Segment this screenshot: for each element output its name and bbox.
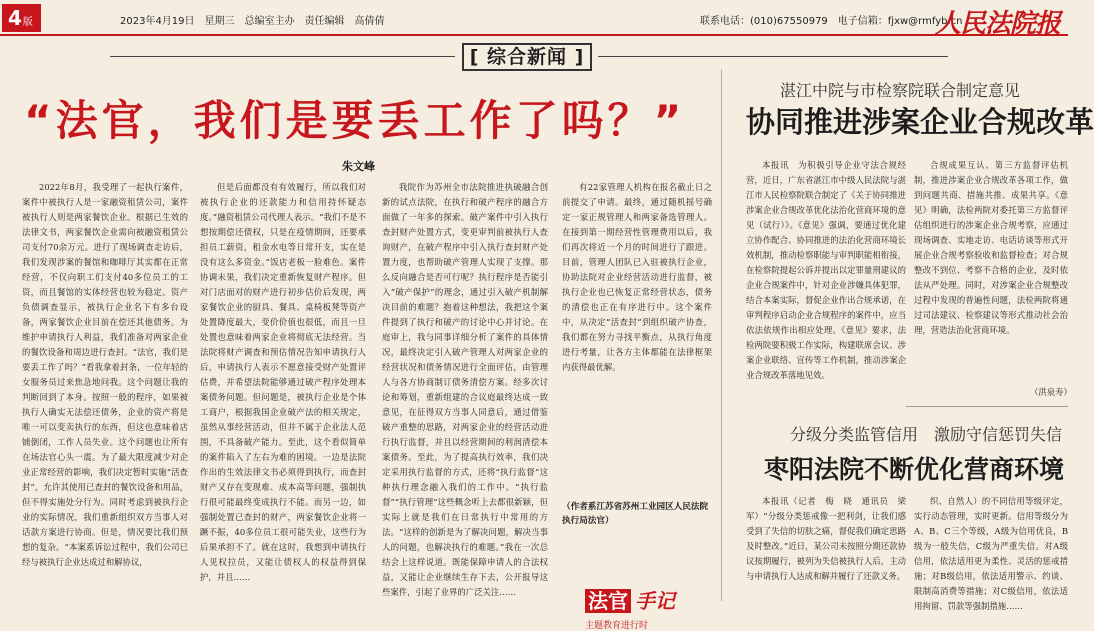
column-logo-stamp [585,585,697,631]
story1-headline: 协同推进涉案企业合规改革 [746,105,1094,139]
feature-headline: “法官，我们是要丢工作了吗？” [24,96,686,145]
story1-author: （洪泉寿） [1030,387,1072,397]
right-column [730,70,1094,611]
section-rule-right [598,56,948,57]
stamp-red-label: 法官 [585,589,631,613]
stamp-subtitle: 主题教育进行时 [585,621,649,631]
masthead-contact-info: 联系电话：(010)67550979 电子信箱：fjxw@rmfyb.cn [700,16,963,27]
story1-column-1: 本报讯 为积极引导企业守法合规经营，近日，广东省湛江市中级人民法院与湛江市人民检察院联合制定了《关于协同推进涉案企业合规改革优化法治化营商环境的意见（试行）》。《意见》强调，要通过优化建立协作配合、协同推进的法治化营商环境长效机制，推动检察职能与审判职能相衔接，在检察院提起公诉并提出以定罪量刑建议的企业合规案件中，针对企业涉嫌具体犯罪，结合本案实际，督促企业作出合规承诺，在审判程序启动企业合规程序的案件中，应当依法依规作出相应处理。《意见》要求，法检两院要积极工作实际，构建联席会议、涉案企业联络、宣传等工作机制，推动涉案企业合规改革落地见效。 [746,160,906,380]
story2-subtitle: 分级分类监管信用 激励守信惩罚失信 [790,425,1063,444]
section-header [0,40,1068,74]
page-number-badge [2,4,41,32]
feature-column-1: 2022年8月，我受理了一起执行案件，案件中被执行人是一家融资租赁公司，案件被执行人则是两家餐饮企业。根据已生效的法律文书，两家餐饮企业需向被融资租赁公司支付70余万元。进行了现场调查走访后，我们发现涉案的餐馆和咖啡厅其实都在正常经营，不仅向职工们支付40多位员工的工资，而且餐馆的实体经营也较为稳定。资产负债调查显示，被执行企业名下有多台设备，两家餐饮企业目前在偿还其他债务。为维护申请执行人利益，我们准备对两家企业的餐饮设备和周边进行查封。“法官，我们是要丢工作了吗？”看我拿着封条，一位年轻的女服务员过来焦急地问我。这个问题让我的判断回到了本身。按照一般的程序，如果被执行人确实无法偿还债务，企业的资产将是唯一可以变卖执行的东西，但这也意味着店铺倒闭，工作人员失业。这个问题也让所有在场法官心头一震。为了最大限度减少对企业正常经营的影响，我们决定暂时实施“活查封”，允许其使用已查封的餐饮设备和用品，但不得实施处分行为。同时考虑到被执行企业的实际情况，我们重新组织双方当事人对话款方案进行协商。但是，情况要比我们预想的复杂。“本案系诉讼过程中，我们公司已经与被执行企业达成过和解协议， [22,182,188,567]
stamp-title [585,585,697,617]
story-divider [906,406,1068,407]
masthead-date-info: 2023年4月19日 星期三 总编室主办 责任编辑 高倩倩 [120,16,385,27]
feature-byline: 朱文峰 [342,160,375,173]
story1-column-2: 合规成果互认、第三方监督评估机制，推进涉案企业合规改革各项工作，做到问题共商、措施共推、成果共享。《意见》明确，法检两院对委托第三方监督评估组织进行的涉案企业合规考察，应通过现场调查、实地走访、电话访谈等形式开展企业合规考察验收和监督检查；对合规整改不到位、考察不合格的企业，及时依法从严处理。同时，对涉案企业合规整改过程中发现的普遍性问题，法检两院将通过司法建议、检察建议等形式推动社会治理，营造法治化营商环境。 [914,160,1068,335]
page-number: 4 [8,6,22,30]
story2-column-2: 织、自然人）的不同信用等级评定，实行动态管理，实时更新。信用等级分为A、B、C三个等级，A级为信用优良，B级为一般失信，C级为严重失信。对A级信用，依法适用更为柔性、灵活的惩戒措施；对B级信用，依法适用警示、约谈、限制高消费等措施；对C级信用，依法适用拘留、罚款等强制措施…… [914,496,1068,611]
story2-column-1: 本报讯（记者 梅 晓 通讯员 梁 军）“分级分类惩戒像一把利剑，让我们感受到了失信的切肤之痛，督促我们确定思路及时整改。”近日，某公司未按照分期还款协议按期履行，被列为失信被执行人后，主动与申请执行人达成和解并履行了还款义务。 [746,496,915,581]
story2-headline: 枣阳法院不断优化营商环境 [764,455,1065,484]
masthead [0,0,1068,39]
feature-column-2: 但是后面都没有有效履行，所以我们对被执行企业的还款能力和信用持怀疑态度。”融资租赁公司代理人表示。“我们不是不想按期偿还债权，只是在疫情期间，还要承担员工薪资，租金水电等日常开支，实在是没有这么多资金。”饭店老板一脸难色。案件协调未果，我们决定重新恢复财产程序。但对门店面对的财产进行初步估价后发现，两家餐饮企业的厨具、餐具、桌椅板凳等资产处置降度最大，变价价值也很低，而且一旦处置也意味着两家企业将彻底无法经营。当法院将财产调查和预估情况告知申请执行人后，申请执行人表示不愿意接受财产处置评估费，并希望法院能够通过破产程序处理本案债务问题。但问题是，被执行企业是个体工商户，根据我国企业破产法的相关规定，虽然从事经营活动，但并不属于企业法人范围，不具备破产能力。至此，这个看似简单的案件陷入了左右为难的困境。一边是法院作出的生效法律文书必须得到执行，而查封财产又存在变现难、成本高等问题，强制执行很可能最终变成执行不能。而另一边，如强制处置已查封的财产，两家餐饮企业将一蹶不振，40多位员工很可能失业，这些行为后果承担不了。就在这时，我想到申请执行人见权拉员，又能让债权人的权益得到保护，并且…… [200,182,366,582]
feature-article [0,70,722,631]
feature-column-3: 我院作为苏州全市法院推进执破融合创新的试点法院，在执行和破产程序的融合方面做了一年多的探索。破产案件中引入执行查封财产处置方式，变更审判前被执行人查询财产，在破产程序中引入执行查封财产处置力度，也帮助破产管理人实现了支撑。那么反向融合是否可行呢？执行程序是否能引入“破产保护”的理念，通过引入破产机制解决目前的难题？抱着这种想法，我把这个案件提到了执行和破产的讨论中心并讨论。在庭审上，我与同事详细分析了案件的具体情况，最终决定引入破产管理人对两家企业的经营状况和债务情况进行全面评估，由管理人与各方协商制订债务清偿方案。经多次讨论和筹划，重新组建的合议庭最终达成一致意见，在征得双方当事人同意后，通过借鉴破产重整的思路，对两家企业的经营活动进行执行监督，并且以经营期间的利润清偿本案债务。至此，为了提高执行效率，我们决定采用执行监督的方式，还将“执行监督”这种执行理念融入我们的工作中。“执行监督”“执行管理”这些概念听上去都很新颖，但实际上就是我们在日常执行中常用的方法。“这样的创新是为了解决问题，解决当事人的问题，也解决执行的难题。”我在一次总结会上这样说道。既能保障申请人的合法权益，又能让企业继续生存下去，公开报导这些案件，引起了业界的广泛关注…… [382,182,548,597]
section-rule-left [110,56,455,57]
story1-subtitle: 湛江中院与市检察院联合制定意见 [780,81,1021,100]
feature-author-note: （作者系江苏省苏州工业园区人民法院执行局法官） [562,502,709,526]
feature-column-4: 有22家管理人机构在报名截止日之前提交了申请。最终，通过随机摇号确定一家正规管理人和两家备选管理人。在接到第一期经营性管理费用以后，我们再次将近一个月的时间进行了跟进。目前，管理人团队已入驻被执行企业，协助法院对企业经营活动进行监督，被执行企业也已恢复正常经营状态，债务的清偿也正在有序进行中。这个案件中，从决定“活查封”到组织破产协查，我们都在努力寻找平衡点，从执行角度进行考量，让各方主体都能在法律框架内获得最优解。 [562,182,712,372]
page-suffix: 版 [22,17,33,28]
stamp-hand-label: 手记 [635,589,675,613]
section-title: [ 综合新闻 ] [462,43,592,71]
newspaper-logo: 人民法院报 [934,9,1060,39]
